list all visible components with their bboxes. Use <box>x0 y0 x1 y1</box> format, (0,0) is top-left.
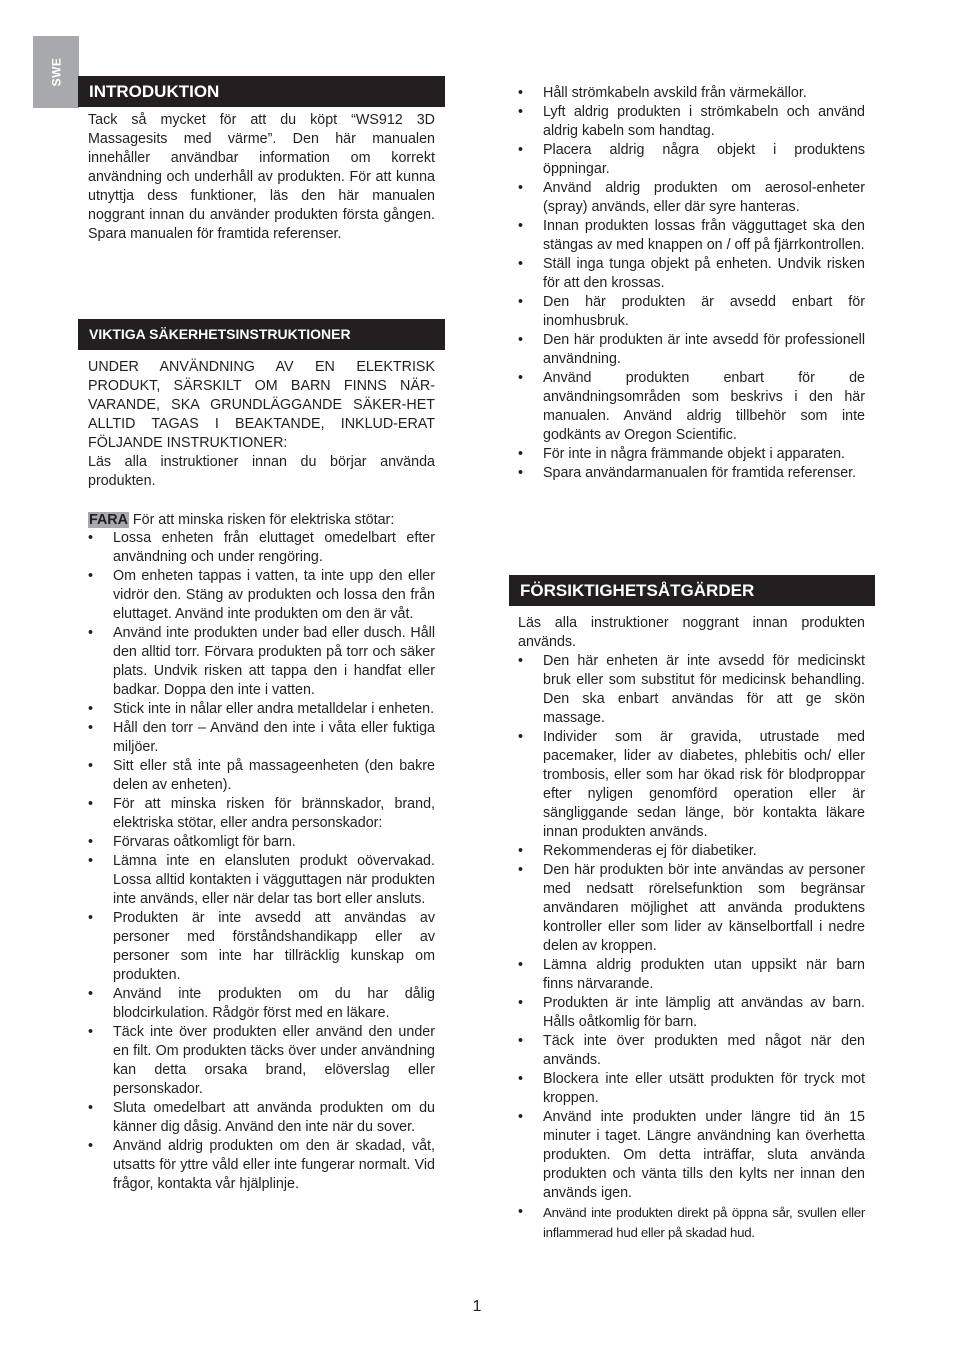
list-item <box>518 861 865 956</box>
list-item-text: Placera aldrig några objekt i produktens öppningar. <box>543 142 865 177</box>
page-number: 1 <box>472 1298 482 1315</box>
list-item <box>518 293 865 331</box>
bullet-icon: • <box>518 446 524 462</box>
intro-heading: INTRODUKTION <box>78 76 445 107</box>
list-item-text: Håll strömkabeln avskild från värmekällor. <box>543 85 807 101</box>
list-item-text: Produkten är inte avsedd att användas av personer med förståndshandikapp eller av personer som inte har tillräcklig kunskap om produkten. <box>113 910 435 983</box>
bullet-icon: • <box>518 843 524 859</box>
bullet-icon: • <box>88 701 94 717</box>
fara-badge: FARA <box>89 512 128 528</box>
list-item <box>518 994 865 1032</box>
bullet-icon: • <box>88 758 94 774</box>
list-item <box>518 84 865 103</box>
list-item-text: Använd inte produkten under längre tid än 15 minuter i taget. Längre användning kan överhetta produkten. Om detta inträffar, sluta använda produkten och vänta tills den kylts ner innan den används igen. <box>543 1109 865 1201</box>
list-item-text: Produkten är inte lämplig att användas av barn. Hålls oåtkomlig för barn. <box>543 995 865 1030</box>
bullet-icon: • <box>518 862 524 878</box>
bullet-icon: • <box>88 910 94 926</box>
bullet-icon: • <box>88 834 94 850</box>
list-item <box>88 833 435 852</box>
caution-bullet-list <box>518 652 865 1243</box>
list-item-text: Innan produkten lossas från vägguttaget ska den stängas av med knappen on / off på fjärrkontrollen. <box>543 218 865 253</box>
list-item-text: Sluta omedelbart att använda produkten om du känner dig dåsig. Använd den inte när du sover. <box>113 1100 435 1135</box>
list-item-text: Den här enheten är inte avsedd för medicinskt bruk eller som substitut för medicinsk behandling. Den ska enbart användas för att ge skön massage. <box>543 653 865 726</box>
list-item-text: Ställ inga tunga objekt på enheten. Undvik risken för att den krossas. <box>543 256 865 291</box>
list-item-text: Förvaras oåtkomligt för barn. <box>113 834 296 850</box>
list-item <box>518 103 865 141</box>
bullet-icon: • <box>518 1204 524 1220</box>
list-item <box>518 1108 865 1203</box>
caution-heading: FÖRSIKTIGHETSÅTGÄRDER <box>509 575 875 606</box>
fara-line <box>88 511 435 530</box>
intro-text: Tack så mycket för att du köpt “WS912 3D Massagesits med värme”. Den här manualen innehåller användbar information om korrekt användning och underhåll av produkten. För att kunna utnyttja dess funktioner, läs den här manualen noggrant innan du använder produkten första gången. Spara manualen för framtida referenser. <box>88 112 435 242</box>
bullet-icon: • <box>88 568 94 584</box>
list-item <box>518 1032 865 1070</box>
list-item <box>518 369 865 445</box>
list-item <box>518 445 865 464</box>
list-item-text: Sitt eller stå inte på massageenheten (den bakre delen av enheten). <box>113 758 435 793</box>
list-item <box>88 985 435 1023</box>
list-item-text: Håll den torr – Använd den inte i våta eller fuktiga miljöer. <box>113 720 435 755</box>
list-item-text: Lossa enheten från eluttaget omedelbart efter användning och under rengöring. <box>113 530 435 565</box>
list-item-text: Använd aldrig produkten om aerosol-enheter (spray) används, eller där syre hanteras. <box>543 180 865 215</box>
list-item <box>88 529 435 567</box>
safety-bullet-list <box>88 529 435 1194</box>
bullet-icon: • <box>88 796 94 812</box>
bullet-icon: • <box>518 180 524 196</box>
bullet-icon: • <box>88 1024 94 1040</box>
list-item-text: Rekommenderas ej för diabetiker. <box>543 843 757 859</box>
bullet-icon: • <box>518 142 524 158</box>
list-item <box>518 1203 865 1243</box>
bullet-icon: • <box>518 729 524 745</box>
bullet-icon: • <box>518 653 524 669</box>
list-item <box>518 956 865 994</box>
bullet-icon: • <box>88 720 94 736</box>
list-item-text: Täck inte över produkten eller använd den under en filt. Om produkten täcks över under användning kan detta orsaka brand, elöverslag eller personskador. <box>113 1024 435 1097</box>
list-item <box>518 179 865 217</box>
bullet-icon: • <box>518 1109 524 1125</box>
language-tab <box>33 36 79 108</box>
list-item-text: För inte in några främmande objekt i apparaten. <box>543 446 845 462</box>
list-item <box>518 331 865 369</box>
list-item-text: Blockera inte eller utsätt produkten för tryck mot kroppen. <box>543 1071 865 1106</box>
list-item <box>88 719 435 757</box>
list-item <box>518 141 865 179</box>
list-item-text: Använd produkten enbart för de användningsområden som beskrivs i den här manualen. Använd aldrig tillbehör som inte godkänts av Oregon Scientific. <box>543 370 865 443</box>
list-item-text: Den här produkten är inte avsedd för professionell användning. <box>543 332 865 367</box>
list-item-text: Lyft aldrig produkten i strömkabeln och använd aldrig kabeln som handtag. <box>543 104 865 139</box>
list-item <box>88 567 435 624</box>
safety-heading: VIKTIGA SÄKERHETSINSTRUKTIONER <box>78 319 445 350</box>
list-item <box>518 255 865 293</box>
safety-read-text: Läs alla instruktioner innan du börjar använda produkten. <box>88 454 435 489</box>
bullet-icon: • <box>518 1071 524 1087</box>
list-item-text: Den här produkten är avsedd enbart för inomhusbruk. <box>543 294 865 329</box>
list-item-text: Använd aldrig produkten om den är skadad, våt, utsatts för yttre våld eller inte fungerar normalt. Vid frågor, kontakta vår hjälplinje. <box>113 1138 435 1192</box>
bullet-icon: • <box>88 1100 94 1116</box>
language-tab-label: SWE <box>49 57 63 87</box>
bullet-icon: • <box>88 1138 94 1154</box>
bullet-icon: • <box>518 294 524 310</box>
bullet-icon: • <box>88 986 94 1002</box>
bullet-icon: • <box>518 995 524 1011</box>
list-item-text: Om enheten tappas i vatten, ta inte upp den eller vidrör den. Stäng av produkten och lossa den från eluttaget. Använd inte produkten om den är våt. <box>113 568 435 622</box>
list-item <box>88 1023 435 1099</box>
list-item-text: Individer som är gravida, utrustade med pacemaker, lider av diabetes, phlebitis och/ eller trombosis, eller som har ökad risk för blodproppar efter nyligen genomförd operation eller är sängliggande sedan länge, bör kontakta läkare innan produkten används. <box>543 729 865 840</box>
list-item <box>88 852 435 909</box>
bullet-icon: • <box>518 256 524 272</box>
list-item <box>518 1070 865 1108</box>
bullet-icon: • <box>88 530 94 546</box>
bullet-icon: • <box>518 218 524 234</box>
list-item <box>88 795 435 833</box>
safety-caps-text: UNDER ANVÄNDNING AV EN ELEKTRISK PRODUKT, SÄRSKILT OM BARN FINNS NÄR-VARANDE, SKA GRUNDLÄGGANDE SÄKER-HET ALLTID TAGAS I BEAKTANDE, INKLUD-ERAT FÖLJANDE INSTRUKTIONER: <box>88 359 435 451</box>
bullet-icon: • <box>518 957 524 973</box>
general-bullet-list <box>518 84 865 483</box>
bullet-icon: • <box>518 1033 524 1049</box>
list-item-text: Stick inte in nålar eller andra metalldelar i enheten. <box>113 701 435 717</box>
list-item <box>518 217 865 255</box>
bullet-icon: • <box>518 465 524 481</box>
bullet-icon: • <box>88 625 94 641</box>
list-item <box>518 728 865 842</box>
bullet-icon: • <box>518 332 524 348</box>
list-item-text: Lämna inte en elansluten produkt oövervakad. Lossa alltid kontakten i vägguttagen när produkten inte används, eller när delar tas bort eller ansluts. <box>113 853 435 907</box>
bullet-icon: • <box>518 370 524 386</box>
bullet-icon: • <box>518 104 524 120</box>
list-item-text: Använd inte produkten direkt på öppna sår, svullen eller inflammerad hud eller på skadad hud. <box>543 1205 865 1240</box>
list-item-text: Använd inte produkten om du har dålig blodcirkulation. Rådgör först med en läkare. <box>113 986 435 1021</box>
list-item <box>88 1099 435 1137</box>
list-item <box>88 909 435 985</box>
list-item <box>88 1137 435 1194</box>
list-item-text: Använd inte produkten under bad eller dusch. Håll den alltid torr. Förvara produkten på torr och säker plats. Undvik risken att tappa den i handfat eller badkar. Doppa den inte i vatten. <box>113 625 435 698</box>
list-item <box>88 757 435 795</box>
list-item <box>518 842 865 861</box>
bullet-icon: • <box>518 85 524 101</box>
list-item-text: Täck inte över produkten med något när den används. <box>543 1033 865 1068</box>
list-item-text: Spara användarmanualen för framtida referenser. <box>543 465 857 481</box>
list-item-text: Den här produkten bör inte användas av personer med nedsatt rörelsefunktion som begränsar användaren möjlighet att använda produktens kontroller eller som lider av känselbortfall i nedre delen av kroppen. <box>543 862 865 954</box>
list-item <box>518 652 865 728</box>
bullet-icon: • <box>88 853 94 869</box>
list-item <box>88 700 435 719</box>
list-item-text: För att minska risken för brännskador, brand, elektriska stötar, eller andra personskador: <box>113 796 435 831</box>
fara-text: För att minska risken för elektriska stötar: <box>128 512 395 528</box>
list-item <box>88 624 435 700</box>
list-item <box>518 464 865 483</box>
caution-intro: Läs alla instruktioner noggrant innan produkten används. <box>518 615 865 650</box>
list-item-text: Lämna aldrig produkten utan uppsikt när barn finns närvarande. <box>543 957 865 992</box>
